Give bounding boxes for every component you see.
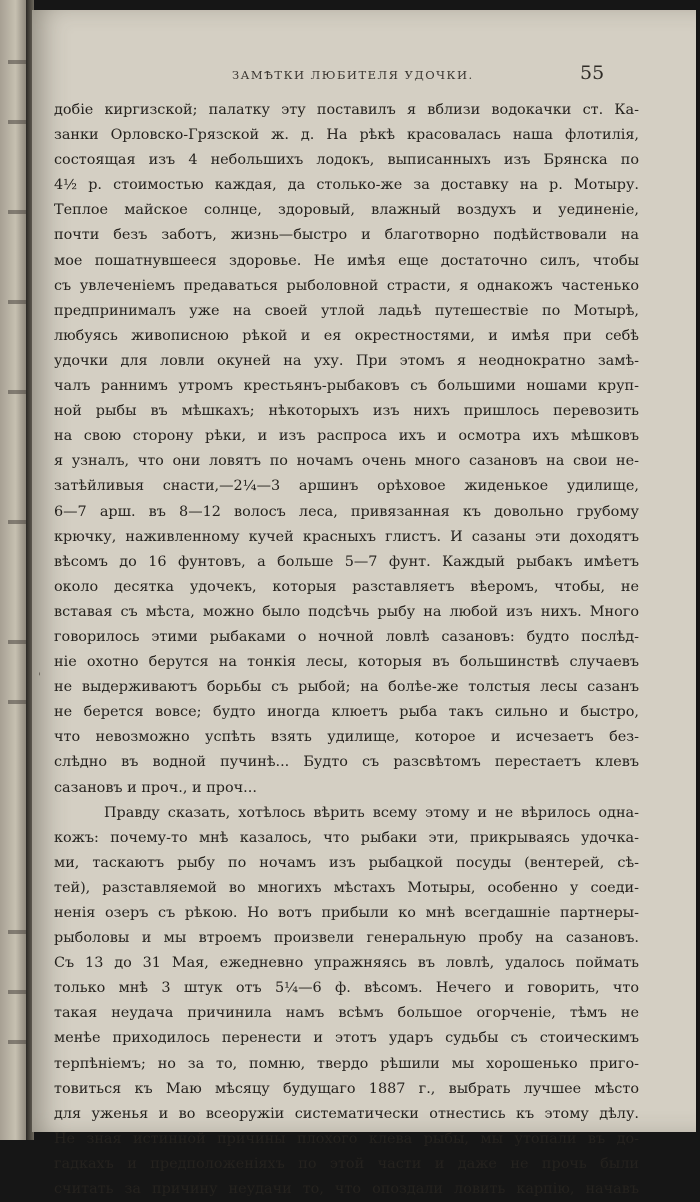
text-line: занки Орловско-Грязской ж. д. На рѣкѣ красовалась наша флотилія, bbox=[54, 127, 639, 144]
book-page bbox=[32, 10, 696, 1198]
text-line: состоящая изъ 4 небольшихъ лодокъ, выписанныхъ изъ Брянска по bbox=[54, 152, 639, 169]
text-line: считать за причину неудачи то, что опоздали ловить карпію, начавъ bbox=[54, 1181, 639, 1198]
text-line: чалъ раннимъ утромъ крестьянъ-рыбаковъ съ большими ношами круп- bbox=[54, 378, 639, 395]
text-line: добіе киргизской; палатку эту поставилъ я вблизи водокачки ст. Ка- bbox=[54, 102, 639, 118]
text-line: менѣе приходилось перенести и этотъ ударъ судьбы съ стоическимъ bbox=[54, 1030, 639, 1047]
text-line: слѣдно въ водной пучинѣ... Будто съ разсвѣтомъ перестаетъ клевъ bbox=[54, 754, 639, 771]
text-line: не выдерживаютъ борьбы съ рыбой; на болѣе-же толстыя лесы сазанъ bbox=[54, 679, 639, 696]
text-line: крючку, наживленному кучей красныхъ глистъ. И сазаны эти доходятъ bbox=[54, 528, 639, 545]
running-title: ЗАМѢТКИ ЛЮБИТЕЛЯ УДОЧКИ. bbox=[232, 68, 474, 82]
text-line: на свою сторону рѣки, и изъ распроса ихъ и осмотра ихъ мѣшковъ bbox=[54, 428, 639, 445]
running-head bbox=[32, 62, 696, 86]
text-line: 6—7 арш. въ 8—12 волосъ леса, привязанная къ довольно грубому bbox=[54, 503, 639, 520]
text-line: кожъ: почему-то мнѣ казалось, что рыбаки эти, прикрываясь удочка- bbox=[54, 829, 639, 846]
text-line: товиться къ Маю мѣсяцу будущаго 1887 г., выбрать лучшее мѣсто bbox=[54, 1080, 639, 1097]
text-line: не берется вовсе; будто иногда клюетъ рыба такъ сильно и быстро, bbox=[54, 704, 639, 721]
text-line: вѣсомъ до 16 фунтовъ, а больше 5—7 фунт. Каждый рыбакъ имѣетъ bbox=[54, 553, 639, 570]
text-line: тей), разставляемой во многихъ мѣстахъ Мотыры, особенно у соеди- bbox=[54, 879, 639, 896]
text-line: Теплое майское солнце, здоровый, влажный воздухъ и уединеніе, bbox=[54, 202, 639, 219]
text-line: такая неудача причинила намъ всѣмъ большое огорченіе, тѣмъ не bbox=[54, 1005, 639, 1022]
text-line: рыболовы и мы втроемъ произвели генеральную пробу на сазановъ. bbox=[54, 930, 639, 947]
text-line: ми, таскаютъ рыбу по ночамъ изъ рыбацкой посуды (вентерей, сѣ- bbox=[54, 854, 639, 871]
text-line: почти безъ заботъ, жизнь—быстро и благотворно подѣйствовали на bbox=[54, 227, 639, 244]
paragraph-first-line: Правду сказать, хотѣлось вѣрить всему этому и не вѣрилось одна- bbox=[104, 804, 639, 821]
text-line: я узналъ, что они ловятъ по ночамъ очень много сазановъ на свои не- bbox=[54, 453, 639, 470]
text-line: любуясь живописною рѣкой и ея окрестностями, и имѣя при себѣ bbox=[54, 327, 639, 344]
text-line: мое пошатнувшееся здоровье. Не имѣя еще достаточно силъ, чтобы bbox=[54, 252, 639, 269]
text-line: что невозможно успѣть взять удилище, которое и исчезаетъ без- bbox=[54, 729, 639, 746]
body-text bbox=[54, 98, 639, 1202]
text-line: затѣйливыя снасти,—2¼—3 аршинъ орѣховое жиденькое удилище, bbox=[54, 478, 639, 495]
text-line: ніе охотно берутся на тонкія лесы, которыя въ большинствѣ случаевъ bbox=[54, 654, 639, 671]
facing-page-edge bbox=[0, 0, 26, 1140]
text-line: сазановъ и проч., и проч... bbox=[54, 779, 257, 796]
text-line: только мнѣ 3 штук отъ 5¼—6 ф. вѣсомъ. Нечего и говорить, что bbox=[54, 980, 639, 997]
text-line: вставая съ мѣста, можно было подсѣчь рыбу на любой изъ нихъ. Много bbox=[54, 603, 639, 620]
text-line: около десятка удочекъ, которыя разставляетъ вѣеромъ, чтобы, не bbox=[54, 578, 639, 595]
text-line: 4½ р. стоимостью каждая, да столько-же за доставку на р. Мотыру. bbox=[54, 177, 639, 194]
text-line: Не зная истинной причины плохого клева рыбы, мы утопали въ до- bbox=[54, 1130, 639, 1147]
text-line: предпринималъ уже на своей утлой ладьѣ путешествіе по Мотырѣ, bbox=[54, 302, 639, 319]
text-line: ной рыбы въ мѣшкахъ; нѣкоторыхъ изъ нихъ пришлось перевозить bbox=[54, 403, 639, 420]
text-line: Съ 13 до 31 Мая, ежедневно упражняясь въ ловлѣ, удалось поймать bbox=[54, 955, 639, 972]
text-line: ненія озеръ съ рѣкою. Но вотъ прибыли ко мнѣ всегдашніе партнеры- bbox=[54, 905, 639, 921]
text-line: гадкахъ и предположеніяхъ по этой части и даже не прочь были bbox=[54, 1155, 639, 1172]
text-line: терпѣніемъ; но за то, помню, твердо рѣшили мы хорошенько приго- bbox=[54, 1055, 639, 1072]
text-line: говорилось этими рыбаками о ночной ловлѣ сазановъ: будто послѣд- bbox=[54, 628, 639, 645]
text-line: съ увлеченіемъ предаваться рыболовной страсти, я однакожъ частенько bbox=[54, 277, 639, 294]
page-number: 55 bbox=[580, 62, 605, 84]
text-line: удочки для ловли окуней на уху. При этомъ я неоднократно замѣ- bbox=[54, 352, 639, 369]
margin-mark: ' bbox=[38, 672, 41, 683]
text-line: для уженья и во всеоружіи систематически отнестись къ этому дѣлу. bbox=[54, 1105, 639, 1122]
